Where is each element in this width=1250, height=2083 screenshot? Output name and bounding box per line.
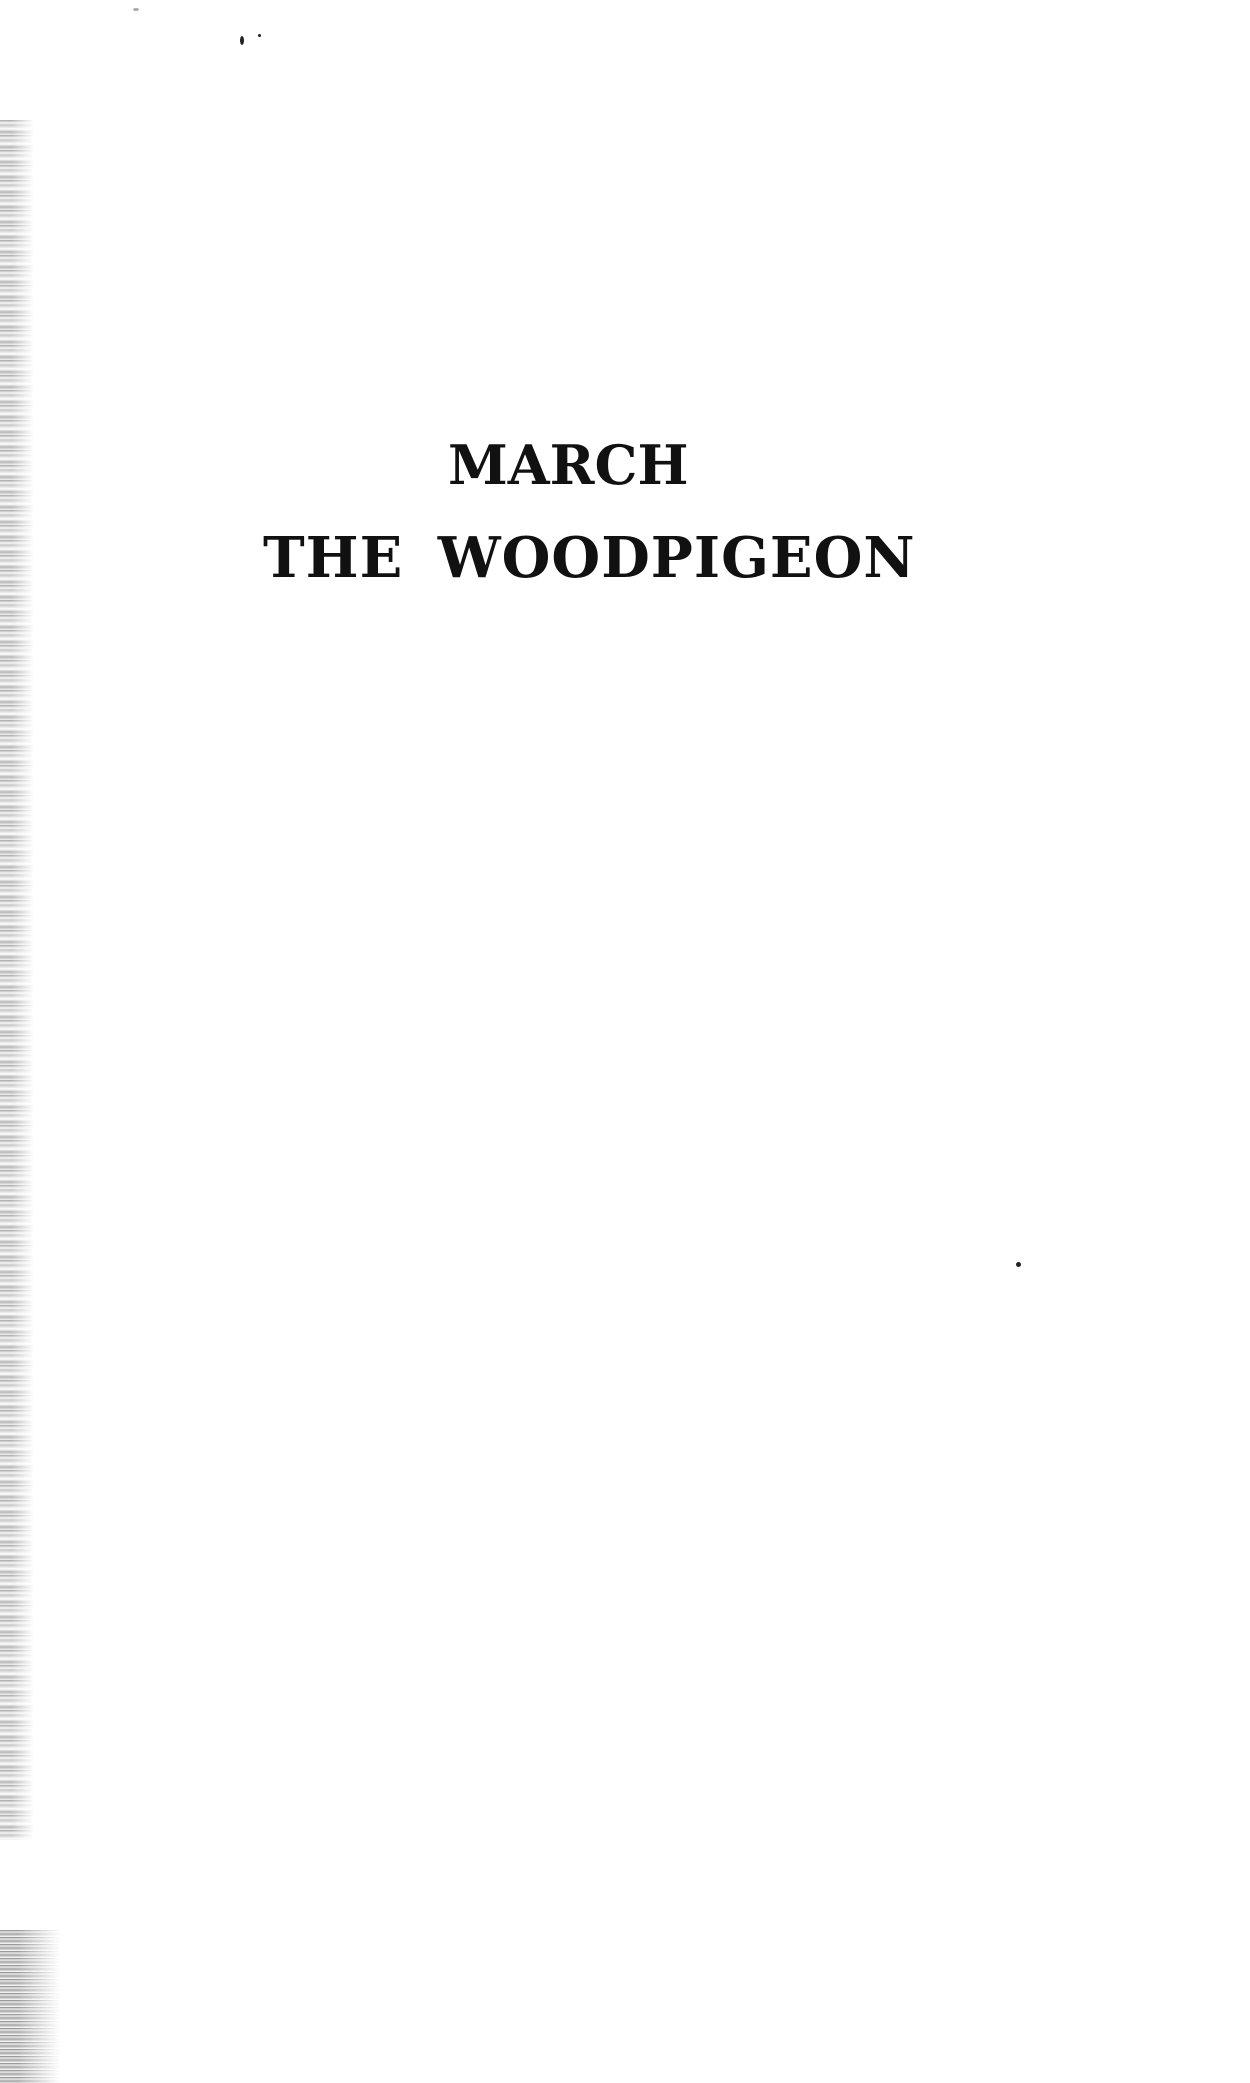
month-heading: MARCH [448,433,689,497]
scan-speck [1016,1262,1021,1267]
scan-speck [258,34,261,37]
scan-gutter-shadow-bottom [0,1930,60,2083]
chapter-title: THE WOODPIGEON [263,525,916,591]
scan-speck [133,8,139,11]
scan-gutter-shadow [0,120,34,1840]
scan-speck [240,36,244,45]
